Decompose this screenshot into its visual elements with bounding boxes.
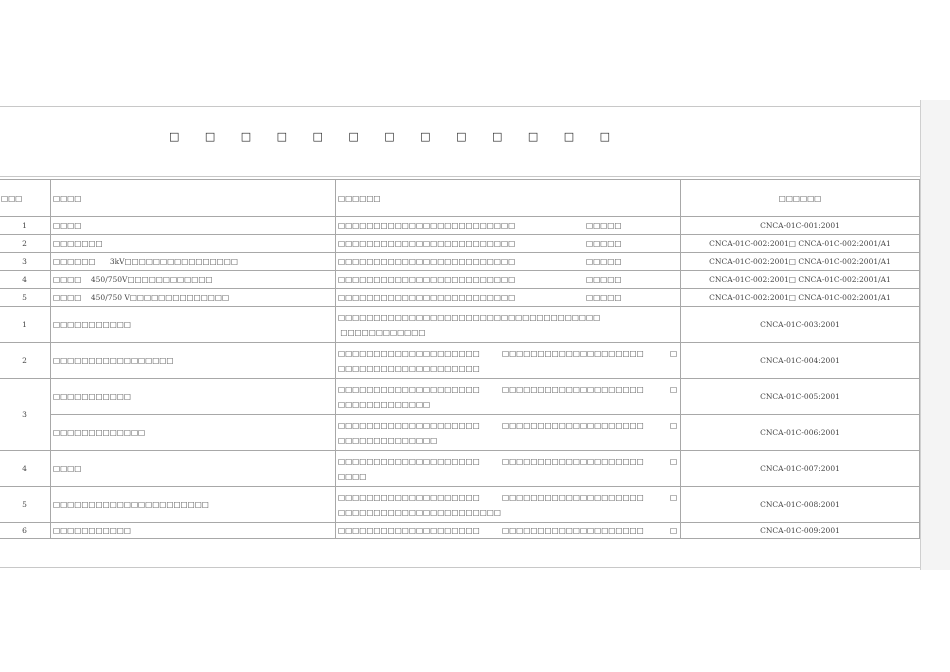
row-code: CNCA-01C-004:2001 — [681, 343, 920, 379]
row-product: □□□□ 450/750V□□□□□□□□□□□□ — [51, 271, 336, 289]
table-row — [0, 289, 920, 307]
document-title: □ □ □ □ □ □ □ □ □ □ □ □ □ — [168, 130, 622, 143]
table-row — [0, 451, 920, 487]
row-number: 5 — [0, 487, 51, 523]
table-row — [0, 217, 920, 235]
row-number: 1 — [0, 217, 51, 235]
row-product: □□□□□□□□□□□ — [51, 379, 336, 415]
scroll-side-strip[interactable] — [920, 100, 950, 570]
row-code: CNCA-01C-002:2001□ CNCA-01C-002:2001/A1 — [681, 253, 920, 271]
row-code: CNCA-01C-009:2001 — [681, 523, 920, 539]
table-row — [0, 343, 920, 379]
row-product: □□□□□□□□□□□□□ — [51, 415, 336, 451]
row-number: 2 — [0, 235, 51, 253]
row-number: 3 — [0, 253, 51, 271]
row-number: 4 — [0, 451, 51, 487]
row-requirement: □□□□□□□□□□□□□□□□□□□□□□□□□ □□□□□ — [336, 253, 681, 271]
row-product: □□□□□□□□□□□□□□□□□ — [51, 343, 336, 379]
row-requirement: □□□□□□□□□□□□□□□□□□□□□□□□□□□□□□□□□□□□□ □□□□□□□□□□□□ — [336, 307, 681, 343]
header-code: □□□□□□ — [681, 180, 920, 217]
row-number: 2 — [0, 343, 51, 379]
row-product: □□□□□□□□□□□ — [51, 523, 336, 539]
standards-table — [0, 179, 920, 539]
row-code: CNCA-01C-002:2001□ CNCA-01C-002:2001/A1 — [681, 289, 920, 307]
row-number: 3 — [0, 379, 51, 451]
row-product: □□□□□□ 3kV□□□□□□□□□□□□□□□□ — [51, 253, 336, 271]
row-requirement: □□□□□□□□□□□□□□□□□□□□□□□□□ □□□□□ — [336, 289, 681, 307]
row-number: 6 — [0, 523, 51, 539]
row-code: CNCA-01C-005:2001 — [681, 379, 920, 415]
table-row — [0, 379, 920, 415]
row-requirement: □□□□□□□□□□□□□□□□□□□□ □□□□□□□□□□□□□□□□□□□□ □ □□□□□□□□□□□□□□□□□□□□□□□ — [336, 487, 681, 523]
title-divider — [0, 176, 920, 177]
row-requirement: □□□□□□□□□□□□□□□□□□□□ □□□□□□□□□□□□□□□□□□□□ □ □□□□□□□□□□□□□□□□□□□□ — [336, 343, 681, 379]
table-row — [0, 235, 920, 253]
row-product: □□□□□□□□□□□□□□□□□□□□□□ — [51, 487, 336, 523]
row-code: CNCA-01C-008:2001 — [681, 487, 920, 523]
row-number: 1 — [0, 307, 51, 343]
row-code: CNCA-01C-002:2001□ CNCA-01C-002:2001/A1 — [681, 271, 920, 289]
table-row — [0, 415, 920, 451]
table-header-row — [0, 180, 920, 217]
row-number: 5 — [0, 289, 51, 307]
row-requirement: □□□□□□□□□□□□□□□□□□□□ □□□□□□□□□□□□□□□□□□□□ □ □□□□□□□□□□□□□□ — [336, 415, 681, 451]
row-requirement: □□□□□□□□□□□□□□□□□□□□□□□□□ □□□□□ — [336, 217, 681, 235]
table-row — [0, 487, 920, 523]
row-code: CNCA-01C-003:2001 — [681, 307, 920, 343]
row-code: CNCA-01C-002:2001□ CNCA-01C-002:2001/A1 — [681, 235, 920, 253]
row-requirement: □□□□□□□□□□□□□□□□□□□□ □□□□□□□□□□□□□□□□□□□□ □ □□□□□□□□□□□□□ — [336, 379, 681, 415]
header-number: □□□ — [0, 180, 51, 217]
header-requirement: □□□□□□ — [336, 180, 681, 217]
header-product: □□□□ — [51, 180, 336, 217]
row-code: CNCA-01C-006:2001 — [681, 415, 920, 451]
row-requirement: □□□□□□□□□□□□□□□□□□□□□□□□□ □□□□□ — [336, 271, 681, 289]
row-requirement: □□□□□□□□□□□□□□□□□□□□ □□□□□□□□□□□□□□□□□□□□ □ — [336, 523, 681, 539]
row-product: □□□□ — [51, 217, 336, 235]
row-requirement: □□□□□□□□□□□□□□□□□□□□ □□□□□□□□□□□□□□□□□□□□ □ □□□□ — [336, 451, 681, 487]
row-requirement: □□□□□□□□□□□□□□□□□□□□□□□□□ □□□□□ — [336, 235, 681, 253]
row-product: □□□□ — [51, 451, 336, 487]
table-row — [0, 523, 920, 539]
row-product: □□□□□□□ — [51, 235, 336, 253]
row-product: □□□□ 450/750 V□□□□□□□□□□□□□□ — [51, 289, 336, 307]
row-number: 4 — [0, 271, 51, 289]
table-row — [0, 253, 920, 271]
row-code: CNCA-01C-001:2001 — [681, 217, 920, 235]
table-row — [0, 307, 920, 343]
table-row — [0, 271, 920, 289]
row-code: CNCA-01C-007:2001 — [681, 451, 920, 487]
row-product: □□□□□□□□□□□ — [51, 307, 336, 343]
